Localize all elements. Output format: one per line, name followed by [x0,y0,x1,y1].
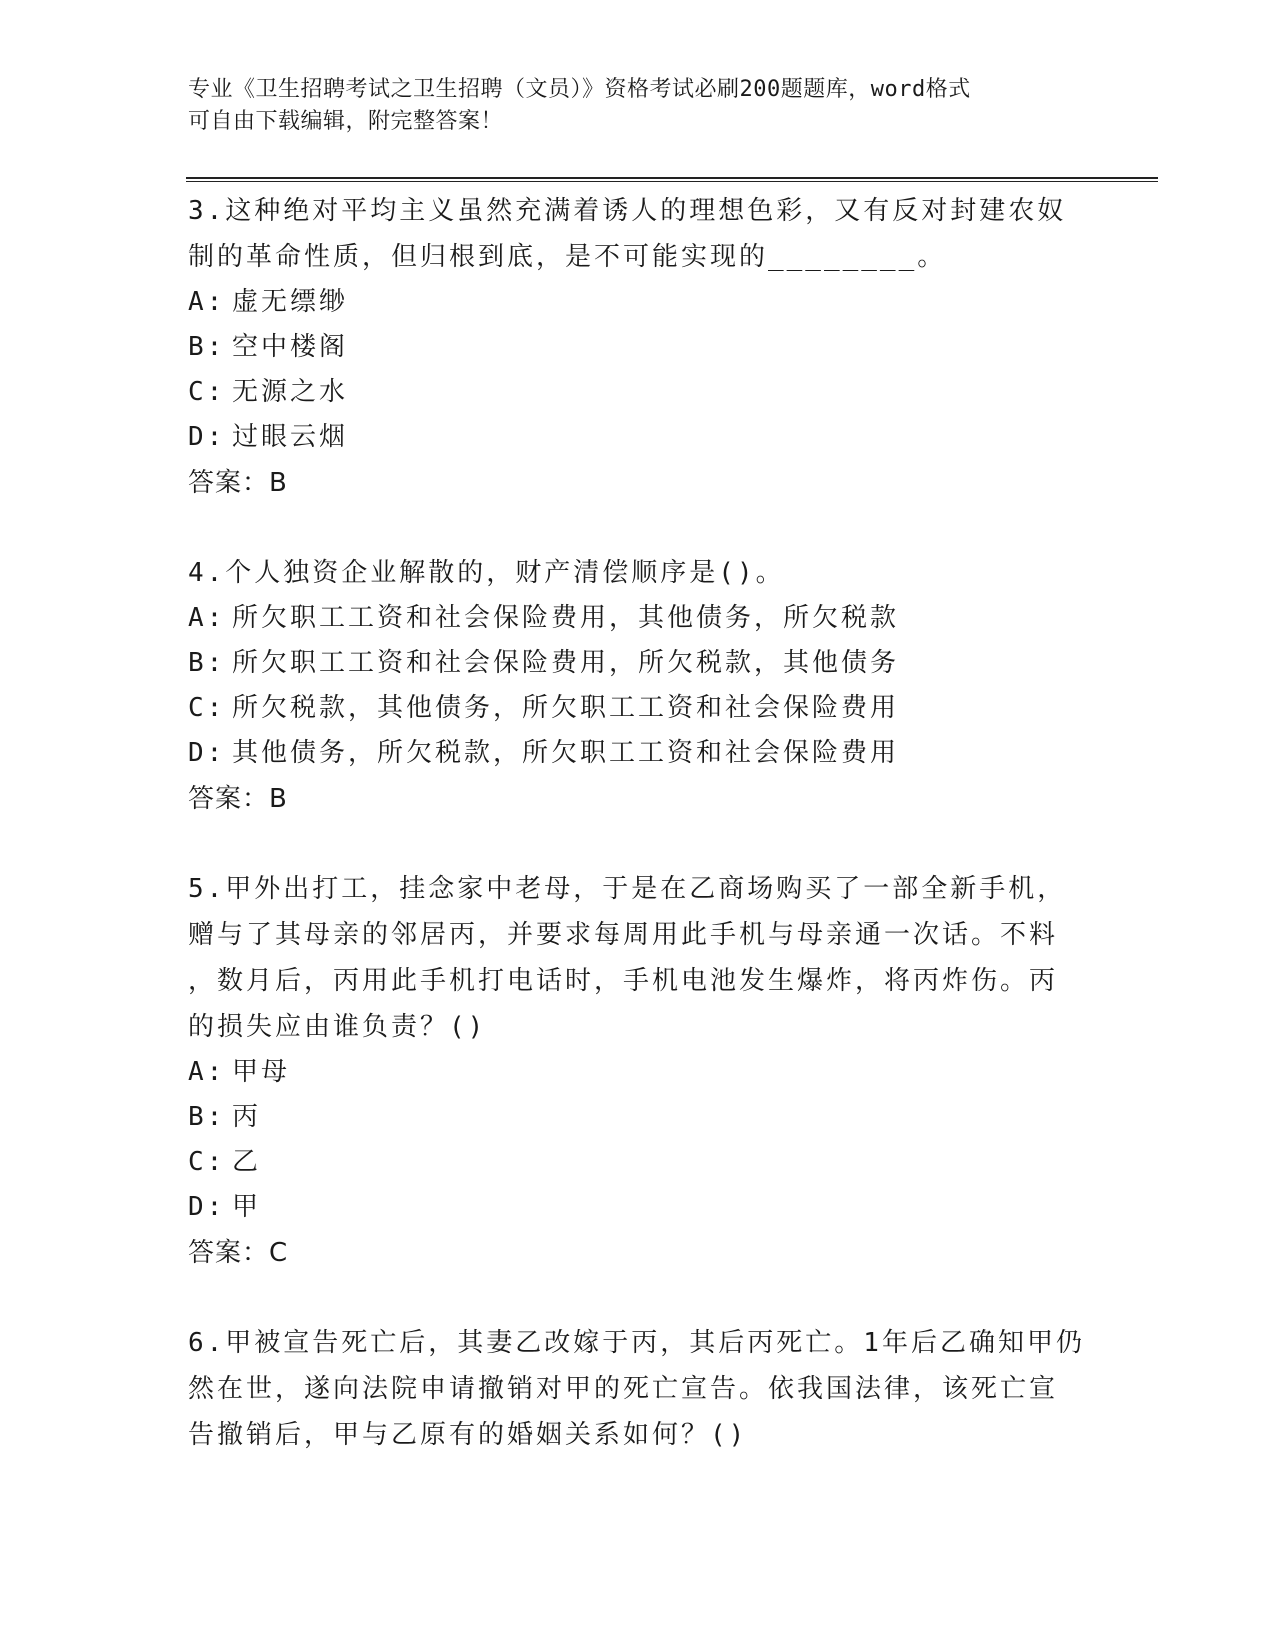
question-5-option-d [188,1185,1088,1230]
option-text: 所欠职工工资和社会保险费用，所欠税款，其他债务 [232,648,900,678]
option-text: 乙 [232,1147,262,1177]
option-text: 所欠税款，其他债务，所欠职工工资和社会保险费用 [232,693,900,723]
option-text: 虚无缥缈 [232,287,349,317]
question-3-answer: 答案：B [188,468,288,498]
question-5-option-a [188,1050,1088,1095]
question-6 [188,1320,1088,1458]
option-letter: C: [188,1147,226,1177]
question-5-answer: 答案：C [188,1238,289,1268]
question-list [188,188,1088,1458]
question-3-line-1: 3.这种绝对平均主义虽然充满着诱人的理想色彩，又有反对封建农奴 [188,196,1067,226]
question-4-option-a [188,596,1088,641]
option-letter: A: [188,603,226,633]
option-letter: B: [188,332,226,362]
question-5-option-c [188,1140,1088,1185]
question-3-option-c [188,370,1088,415]
question-5-line-4: 的损失应由谁负责？() [188,1012,487,1042]
option-letter: D: [188,1192,226,1222]
option-letter: D: [188,738,226,768]
header-rule-thin [186,181,1158,182]
header-rule-thick [186,177,1158,179]
question-6-line-2: 然在世，遂向法院申请撤销对甲的死亡宣告。依我国法律，该死亡宣 [188,1374,1059,1404]
question-4-answer: 答案：B [188,784,288,814]
option-text: 所欠职工工资和社会保险费用，其他债务，所欠税款 [232,603,900,633]
question-5-line-3: ，数月后，丙用此手机打电话时，手机电池发生爆炸，将丙炸伤。丙 [188,966,1059,996]
question-4-option-d [188,731,1088,776]
question-5-line-1: 5.甲外出打工，挂念家中老母，于是在乙商场购买了一部全新手机， [188,874,1067,904]
question-4-line-1: 4.个人独资企业解散的，财产清偿顺序是()。 [188,558,785,588]
option-letter: A: [188,287,226,317]
question-3-option-b [188,325,1088,370]
question-5-line-2: 赠与了其母亲的邻居丙，并要求每周用此手机与母亲通一次话。不料 [188,920,1059,950]
option-letter: C: [188,377,226,407]
question-5-option-b [188,1095,1088,1140]
question-4-option-b [188,641,1088,686]
option-letter: D: [188,422,226,452]
option-text: 其他债务，所欠税款，所欠职工工资和社会保险费用 [232,738,900,768]
option-text: 过眼云烟 [232,422,349,452]
question-3-option-d [188,415,1088,460]
question-3-line-2: 制的革命性质，但归根到底，是不可能实现的________。 [188,242,947,272]
option-letter: A: [188,1057,226,1087]
document-header [188,74,1088,138]
option-text: 甲母 [232,1057,291,1087]
question-6-line-3: 告撤销后，甲与乙原有的婚姻关系如何？() [188,1420,748,1450]
question-4-option-c [188,686,1088,731]
spacer [188,1276,1088,1320]
header-line-1: 专业《卫生招聘考试之卫生招聘（文员）》资格考试必刷200题题库，word格式 [188,77,971,102]
option-text: 无源之水 [232,377,349,407]
spacer [188,822,1088,866]
header-line-2: 可自由下载编辑，附完整答案！ [188,109,504,134]
option-letter: B: [188,648,226,678]
question-6-line-1: 6.甲被宣告死亡后，其妻乙改嫁于丙，其后丙死亡。1年后乙确知甲仍 [188,1328,1085,1358]
option-text: 丙 [232,1102,262,1132]
question-3 [188,188,1088,506]
question-3-option-a [188,280,1088,325]
option-letter: B: [188,1102,226,1132]
spacer [188,506,1088,550]
option-letter: C: [188,693,226,723]
option-text: 甲 [232,1192,262,1222]
option-text: 空中楼阁 [232,332,349,362]
question-4 [188,550,1088,822]
question-5 [188,866,1088,1276]
